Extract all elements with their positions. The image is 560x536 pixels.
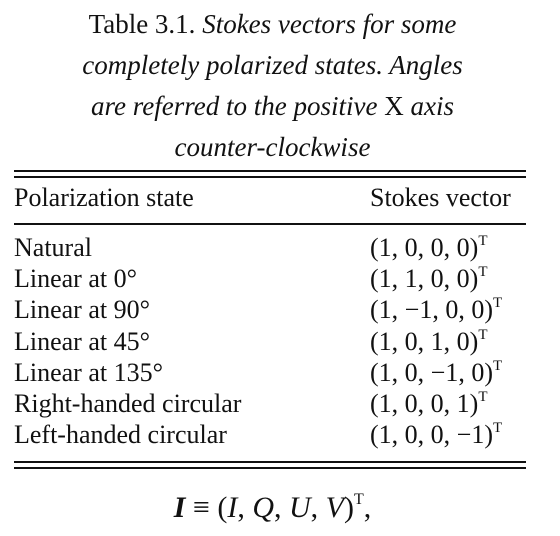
row-state: Linear at 0° xyxy=(14,264,138,294)
transpose-superscript: T xyxy=(492,357,503,374)
transpose-superscript: T xyxy=(478,388,488,405)
table-row xyxy=(14,326,526,357)
row-state: Linear at 135° xyxy=(14,357,164,387)
row-vector: (1, 0, 1, 0)$^T$ xyxy=(370,326,488,356)
caption-line-2: completely polarized states. Angles xyxy=(82,50,463,80)
caption-line-3 xyxy=(0,86,545,127)
table-body xyxy=(14,232,526,450)
transpose-superscript: T xyxy=(478,264,488,281)
caption-axis-name: X xyxy=(384,91,404,121)
row-state: Right-handed circular xyxy=(14,388,242,418)
row-state: Linear at 90° xyxy=(14,295,151,325)
table-row xyxy=(14,388,526,419)
formula-symbol: I xyxy=(173,491,186,524)
header-rule xyxy=(14,223,526,225)
table-row xyxy=(14,357,526,388)
bottom-rule-inner xyxy=(14,461,526,463)
row-vector: (1, 0, −1, 0)$^T$ xyxy=(370,357,503,387)
top-rule-inner xyxy=(14,176,526,178)
formula-V: V xyxy=(325,491,344,524)
row-vector: (1, −1, 0, 0)$^T$ xyxy=(370,295,503,325)
row-state: Left-handed circular xyxy=(14,420,227,450)
row-state: Linear at 45° xyxy=(14,326,151,356)
row-vector: (1, 0, 0, 1)$^T$ xyxy=(370,388,488,418)
caption-line-1 xyxy=(0,4,545,45)
table-caption xyxy=(0,4,545,168)
header-stokes-vector: Stokes vector xyxy=(370,183,511,212)
formula-I: I xyxy=(227,491,238,524)
row-state: Natural xyxy=(14,233,92,262)
table-row xyxy=(14,232,526,263)
row-vector: (1, 1, 0, 0)$^T$ xyxy=(370,264,488,294)
table-label: Table 3.1. xyxy=(88,9,196,39)
caption-text-3b: axis xyxy=(410,91,454,121)
table-row xyxy=(14,294,526,325)
caption-text-3a: are referred to the positive xyxy=(91,91,378,121)
transpose-superscript: T xyxy=(478,326,488,343)
row-vector: (1, 0, 0, −1)$^T$ xyxy=(370,420,503,450)
table-row xyxy=(14,263,526,294)
formula-transpose: T xyxy=(354,491,364,508)
bottom-rule-outer xyxy=(14,467,526,469)
table-row xyxy=(14,419,526,450)
stokes-vector-formula: I ≡ (I, Q, U, V)$^T$, xyxy=(173,491,372,524)
caption-line-4: counter-clockwise xyxy=(174,132,371,162)
formula-Q: Q xyxy=(252,491,274,524)
top-rule-outer xyxy=(14,170,526,172)
transpose-superscript: T xyxy=(492,420,503,437)
transpose-superscript: T xyxy=(478,233,488,249)
formula-equiv: ≡ ( xyxy=(185,491,228,524)
row-vector: (1, 0, 0, 0)$^T$ xyxy=(370,233,488,262)
transpose-superscript: T xyxy=(492,295,503,312)
header-polarization-state: Polarization state xyxy=(14,183,194,212)
caption-text-1: Stokes vectors for some xyxy=(202,9,457,39)
formula-close: ) xyxy=(344,491,354,524)
formula-trail: , xyxy=(363,491,372,524)
formula-U: U xyxy=(289,491,311,524)
